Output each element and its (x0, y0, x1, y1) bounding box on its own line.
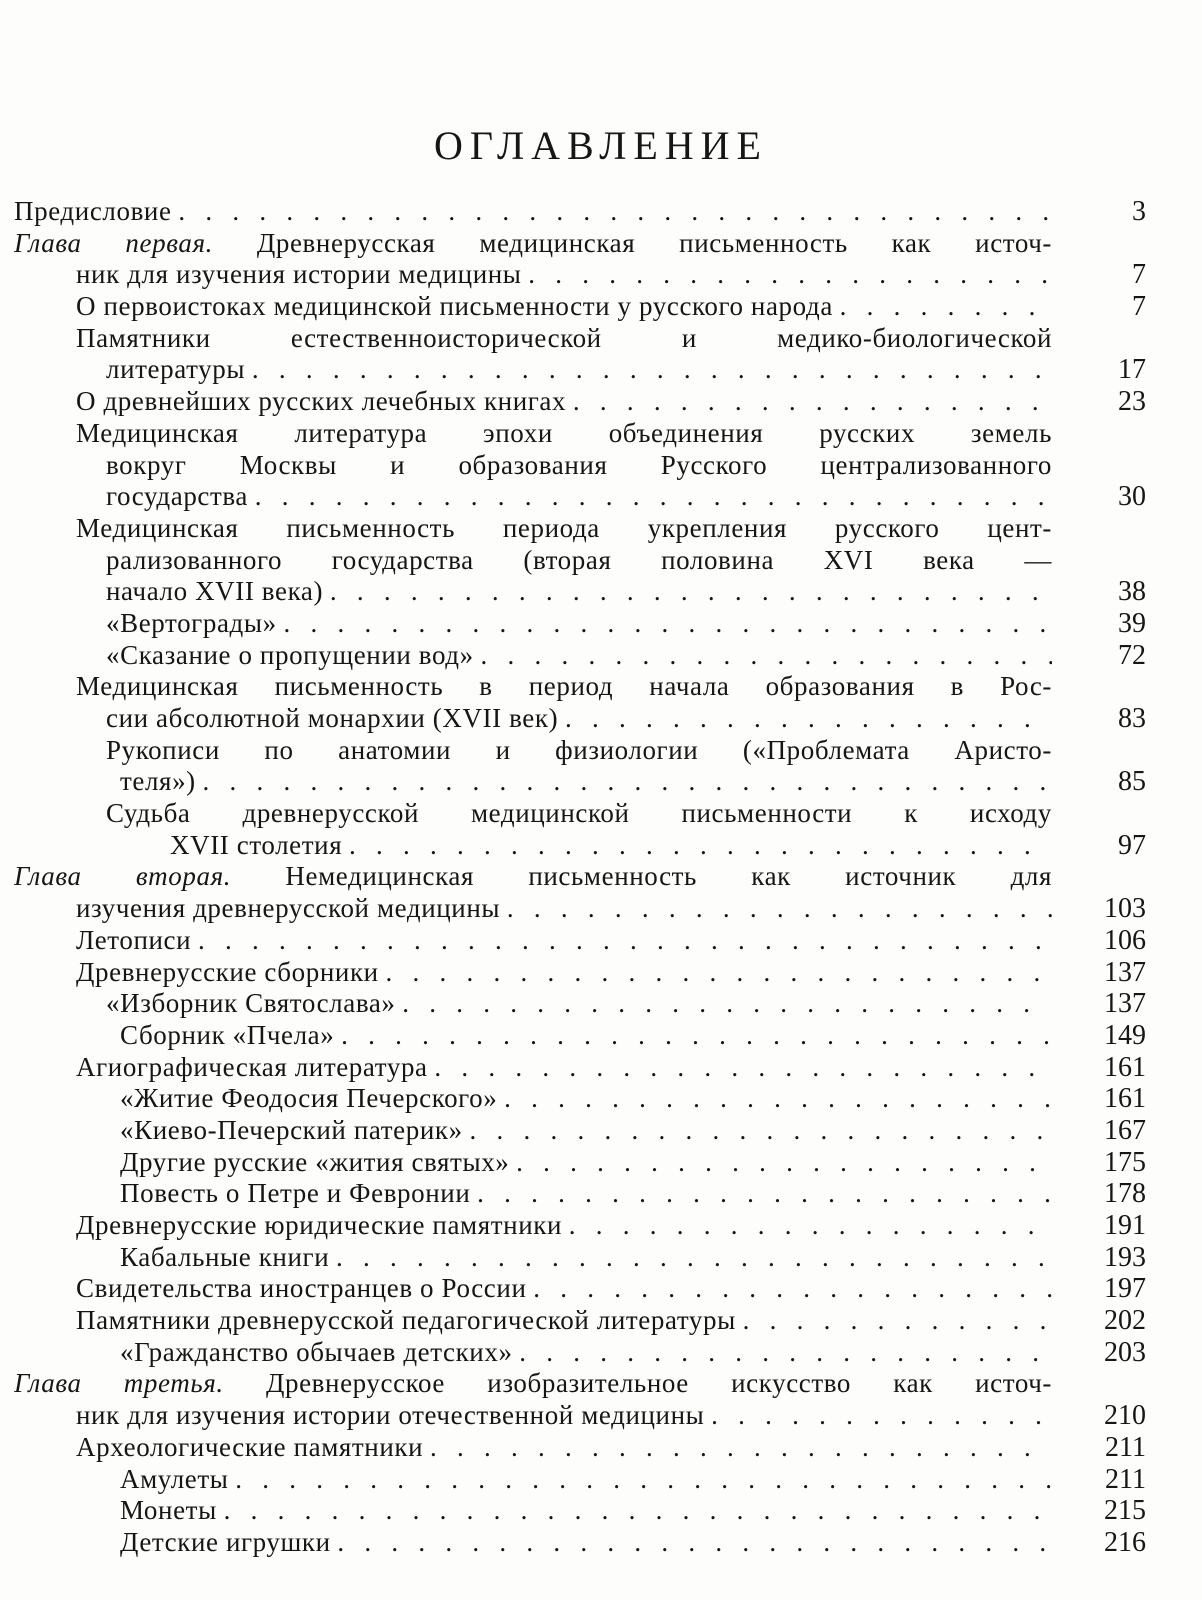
toc-entry[interactable] (0, 1020, 1202, 1052)
toc-entry[interactable] (0, 703, 1202, 735)
toc-entry[interactable] (0, 545, 1202, 577)
entry-title: «Киево-Печерский патерик» (120, 1114, 463, 1145)
toc-entry[interactable] (0, 1178, 1202, 1210)
toc-entry[interactable] (0, 1368, 1202, 1400)
toc-entry-text (120, 1337, 1052, 1369)
toc-entry[interactable] (0, 1305, 1202, 1337)
toc-entry-text (76, 513, 1052, 545)
page-number: 85 (1118, 766, 1146, 798)
toc-entry-text (14, 196, 1052, 228)
page-number: 7 (1132, 259, 1146, 291)
page-title: ОГЛАВЛЕНИЕ (434, 123, 768, 168)
page-number: 7 (1132, 291, 1146, 323)
entry-title: Древнерусское изобразительное искусство как источ- (223, 1368, 1052, 1399)
toc-entry-text (106, 798, 1052, 830)
toc-entry[interactable] (0, 1147, 1202, 1179)
entry-title: Предисловие (14, 196, 172, 226)
entry-title: Сборник «Пчела» (120, 1019, 335, 1050)
toc-entry-text (120, 1083, 1052, 1115)
entry-title: Агиографическая литература (76, 1051, 428, 1082)
entry-title: Древнерусские юридические памятники (76, 1210, 563, 1240)
toc-entry-text (120, 1115, 1052, 1147)
toc-entry-text (106, 640, 1052, 672)
toc-entry[interactable] (0, 735, 1202, 767)
page-number: 178 (1104, 1178, 1146, 1210)
toc-entry[interactable] (0, 513, 1202, 545)
entry-title: изучения древнерусской медицины (76, 893, 501, 924)
entry-title: государства (106, 481, 248, 512)
page-number: 103 (1104, 893, 1146, 925)
page-number: 30 (1118, 481, 1146, 513)
page-number: 211 (1105, 1431, 1146, 1463)
entry-title: XVII столетия (170, 829, 343, 860)
toc-entry[interactable] (0, 1400, 1202, 1432)
page-number: 203 (1104, 1336, 1146, 1368)
page-number: 83 (1118, 703, 1146, 734)
entry-title: рализованного государства (вторая половина XVI века — (106, 544, 1052, 575)
toc-entry[interactable] (0, 1242, 1202, 1274)
toc-entry[interactable] (0, 957, 1202, 989)
page-number: 191 (1104, 1210, 1146, 1241)
toc-entry[interactable] (0, 1210, 1202, 1242)
toc-entry[interactable] (0, 861, 1202, 893)
toc-entry-text (14, 1368, 1052, 1400)
toc-entry[interactable] (0, 1052, 1202, 1084)
page-number: 167 (1104, 1114, 1146, 1146)
entry-title: Свидетельства иностранцев о России (76, 1273, 527, 1304)
entry-title: О древнейших русских лечебных книгах (76, 386, 567, 417)
page-number: 193 (1104, 1241, 1146, 1273)
page-number: 39 (1118, 607, 1146, 639)
page-number: 202 (1104, 1305, 1146, 1337)
entry-title: Памятники древнерусской педагогической литературы (76, 1305, 736, 1336)
entry-title: литературы (106, 354, 246, 385)
entry-title: Медицинская письменность периода укрепления русского цент- (76, 512, 1052, 543)
entry-title: Медицинская литература эпохи объединения русских земель (76, 417, 1052, 448)
toc-entry[interactable] (0, 640, 1202, 672)
page-number: 97 (1118, 829, 1146, 861)
toc-entry-text (106, 354, 1052, 386)
chapter-label: Глава третья. (14, 1368, 224, 1399)
toc-entry-text (106, 576, 1052, 608)
entry-title: «Гражданство обычаев детских» (120, 1336, 513, 1367)
page-number: 38 (1118, 576, 1146, 608)
entry-title: Кабальные книги (120, 1241, 330, 1272)
toc-entry-text (76, 386, 1052, 418)
toc-entry-text (76, 1432, 1052, 1464)
page-number: 137 (1104, 988, 1146, 1020)
toc-entry[interactable] (0, 1464, 1202, 1496)
entry-title: сии абсолютной монархии (XVII век) (106, 703, 559, 733)
toc-entry[interactable] (0, 893, 1202, 925)
toc-list (0, 196, 1202, 1559)
entry-title: Немедицинская письменность как источник для (231, 861, 1052, 892)
toc-entry-text (76, 671, 1052, 703)
toc-entry[interactable] (0, 196, 1202, 228)
toc-entry-text (106, 450, 1052, 482)
page-number: 137 (1104, 956, 1146, 988)
toc-entry-text (120, 1178, 1052, 1210)
entry-title: Другие русские «жития святых» (120, 1146, 510, 1177)
page-number: 106 (1104, 924, 1146, 956)
toc-entry[interactable] (0, 481, 1202, 513)
toc-entry-text (106, 545, 1052, 577)
toc-entry[interactable] (0, 1527, 1202, 1559)
page-number: 215 (1104, 1495, 1146, 1527)
entry-title: Памятники естественноисторической и медико-биологической (76, 322, 1052, 353)
toc-entry-text (76, 418, 1052, 450)
toc-entry-text (106, 481, 1052, 513)
toc-entry-text (120, 1495, 1052, 1527)
toc-entry-text (120, 1527, 1052, 1559)
entry-title: вокруг Москвы и образования Русского централизованного (106, 449, 1052, 480)
toc-entry[interactable] (0, 608, 1202, 640)
toc-entry-text (76, 291, 1052, 323)
chapter-label: Глава вторая. (14, 861, 232, 892)
toc-entry-text (106, 735, 1052, 767)
toc-entry[interactable] (0, 798, 1202, 830)
toc-entry[interactable] (0, 1273, 1202, 1305)
toc-entry-text (106, 703, 1052, 735)
entry-title: Археологические памятники (76, 1431, 424, 1462)
entry-title: Детские игрушки (120, 1526, 331, 1557)
toc-entry-text (120, 766, 1052, 798)
page-number: 210 (1104, 1400, 1146, 1432)
toc-entry-text (76, 1210, 1052, 1242)
entry-title: ник для изучения истории отечественной медицины (76, 1400, 705, 1431)
entry-title: Древнерусская медицинская письменность как источ- (212, 227, 1052, 258)
toc-entry[interactable] (0, 988, 1202, 1020)
toc-entry[interactable] (0, 576, 1202, 608)
entry-title: «Сказание о пропущении вод» (106, 639, 474, 670)
entry-title: Монеты (120, 1495, 217, 1526)
toc-entry[interactable] (0, 925, 1202, 957)
page-number: 161 (1104, 1083, 1146, 1115)
toc-entry-text (14, 228, 1052, 260)
page-number: 17 (1118, 354, 1146, 386)
toc-entry[interactable] (0, 830, 1202, 862)
entry-title: «Изборник Святослава» (106, 988, 396, 1019)
toc-entry[interactable] (0, 291, 1202, 323)
entry-title: Летописи (76, 924, 192, 955)
toc-entry[interactable] (0, 1432, 1202, 1464)
entry-title: Амулеты (120, 1463, 229, 1494)
toc-entry[interactable] (0, 1337, 1202, 1369)
page-number: 197 (1104, 1273, 1146, 1305)
toc-entry-text (170, 830, 1052, 862)
toc-entry-text (120, 1020, 1052, 1052)
entry-title: теля») (120, 766, 196, 797)
toc-entry-text (76, 1273, 1052, 1305)
toc-entry[interactable] (0, 1083, 1202, 1115)
entry-title: «Вертограды» (106, 607, 277, 638)
toc-entry[interactable] (0, 259, 1202, 291)
toc-entry[interactable] (0, 418, 1202, 450)
toc-entry[interactable] (0, 766, 1202, 798)
entry-title: начало XVII века) (106, 576, 324, 607)
entry-title: Повесть о Петре и Февронии (120, 1178, 471, 1209)
entry-title: Рукописи по анатомии и физиологии («Проблемата Аристо- (106, 734, 1052, 765)
toc-entry-text (106, 988, 1052, 1020)
toc-entry[interactable] (0, 1495, 1202, 1527)
page-number: 3 (1132, 196, 1146, 227)
toc-entry-text (76, 925, 1052, 957)
toc-entry-text (76, 957, 1052, 989)
toc-entry-text (120, 1242, 1052, 1274)
page-number: 216 (1104, 1526, 1146, 1558)
toc-entry[interactable] (0, 354, 1202, 386)
toc-entry-text (120, 1147, 1052, 1179)
toc-entry[interactable] (0, 323, 1202, 355)
toc-entry[interactable] (0, 386, 1202, 418)
page-number: 72 (1118, 639, 1146, 671)
page-number: 175 (1104, 1146, 1146, 1178)
toc-entry-text (76, 1305, 1052, 1337)
toc-entry-text (76, 1052, 1052, 1084)
toc-entry-text (76, 1400, 1052, 1432)
entry-title: «Житие Феодосия Печерского» (120, 1083, 498, 1114)
page-number: 149 (1104, 1019, 1146, 1051)
entry-title: О первоистоках медицинской письменности у русского народа (76, 291, 833, 322)
toc-entry[interactable] (0, 450, 1202, 482)
toc-entry-text (76, 893, 1052, 925)
entry-title: Медицинская письменность в период начала образования в Рос- (76, 671, 1052, 702)
toc-entry-text (76, 259, 1052, 291)
toc-entry[interactable] (0, 671, 1202, 703)
toc-entry-text (76, 323, 1052, 355)
entry-title: ник для изучения истории медицины (76, 259, 522, 290)
entry-title: Древнерусские сборники (76, 956, 379, 987)
toc-entry-text (14, 861, 1052, 893)
entry-title: Судьба древнерусской медицинской письменности к исходу (106, 798, 1052, 829)
chapter-label: Глава первая. (14, 227, 213, 258)
page-number: 211 (1105, 1463, 1146, 1495)
toc-entry[interactable] (0, 1115, 1202, 1147)
page-number: 23 (1118, 386, 1146, 418)
toc-entry-text (106, 608, 1052, 640)
page-number: 161 (1104, 1051, 1146, 1083)
toc-entry[interactable] (0, 228, 1202, 260)
toc-entry-text (120, 1464, 1052, 1496)
